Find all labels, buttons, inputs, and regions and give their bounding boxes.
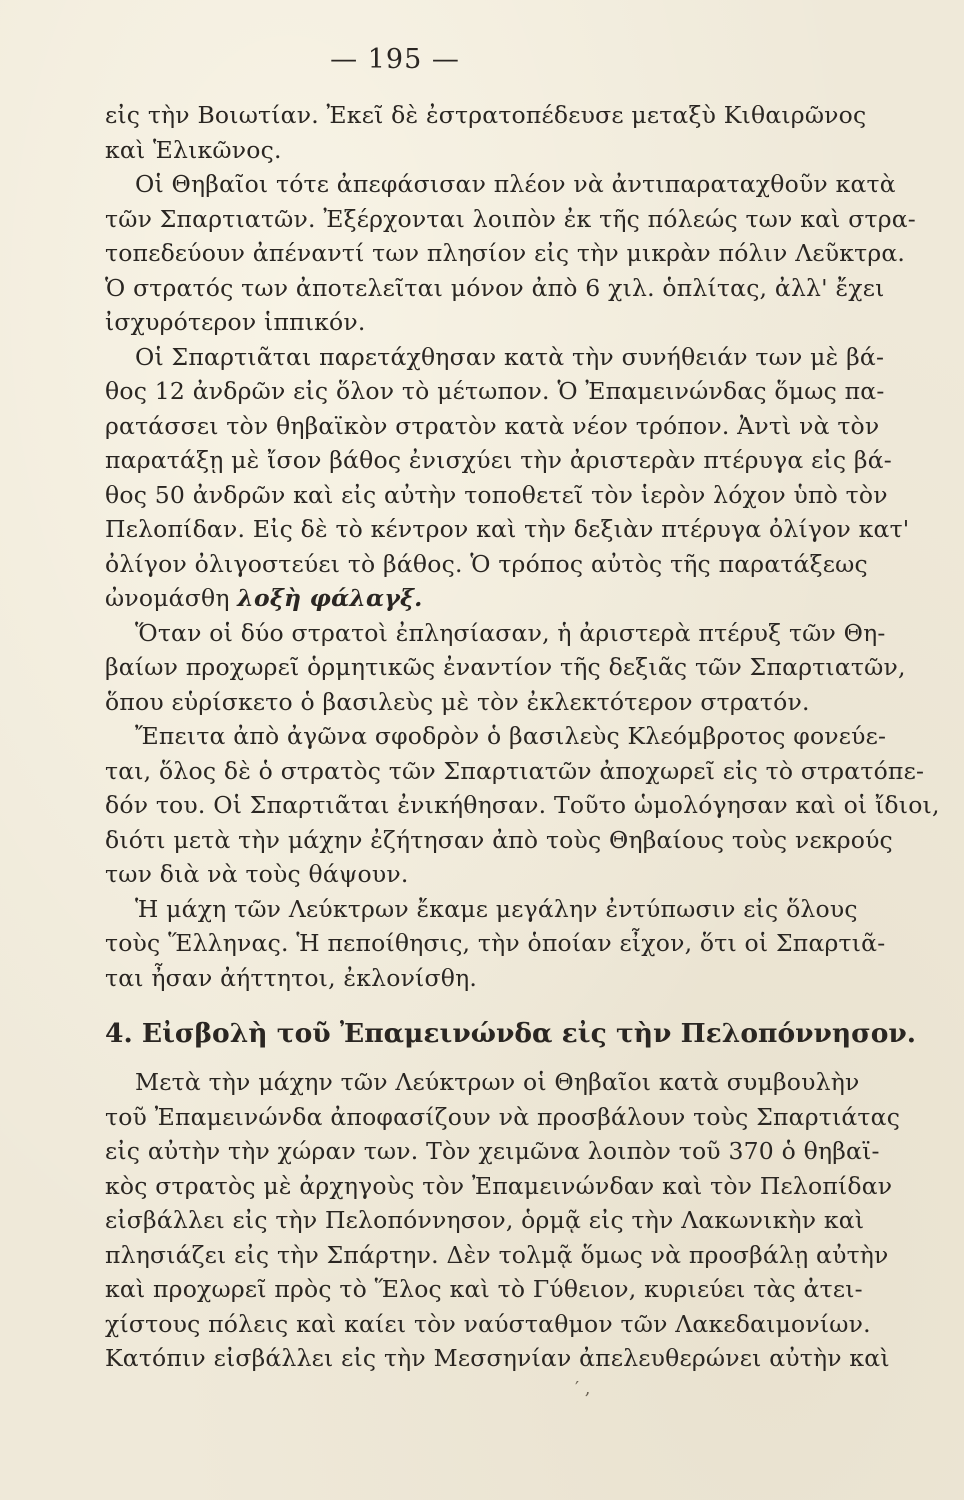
stray-ink-mark: ′ , [575,1378,591,1399]
text-line: Κατόπιν εἰσβάλλει εἰς τὴν Μεσσηνίαν ἀπελευθερώνει αὐτὴν καὶ [105,1344,890,1372]
text-line: πλησιάζει εἰς τὴν Σπάρτην. Δὲν τολμᾷ ὅμως νὰ προσβάλῃ αὐτὴν [105,1240,889,1269]
text-line: Οἱ Θηβαῖοι τότε ἀπεφάσισαν πλέον νὰ ἀντιπαραταχθοῦν κατὰ [135,170,896,198]
text-line: ται ἦσαν ἀήττητοι, ἐκλονίσθη. [105,963,478,992]
text-line: τοπεδεύουν ἀπέναντί των πλησίον εἰς τὴν μικρὰν πόλιν Λεῦκτρα. [105,239,906,267]
section-heading: 4. Εἰσβολὴ τοῦ Ἐπαμεινώνδα εἰς τὴν Πελοπόννησον. [105,1018,916,1049]
text-line: παρατάξῃ μὲ ἴσον βάθος ἐνισχύει τὴν ἀριστερὰν πτέρυγα εἰς βά- [105,446,892,474]
text-line: Ἔπειτα ἀπὸ ἀγῶνα σφοδρὸν ὁ βασιλεὺς Κλεόμβροτος φονεύε- [135,722,887,750]
text-line: καὶ Ἑλικῶνος. [105,135,282,164]
text-line: Ὁ στρατός των ἀποτελεῖται μόνον ἀπὸ 6 χιλ. ὁπλίτας, ἀλλ' ἔχει [105,273,885,302]
text-line: τοῦ Ἐπαμεινώνδα ἀποφασίζουν νὰ προσβάλουν τοὺς Σπαρτιάτας [105,1102,901,1131]
text-line: Ἡ μάχη τῶν Λεύκτρων ἔκαμε μεγάλην ἐντύπωσιν εἰς ὅλους [135,894,858,923]
text-line: τῶν Σπαρτιατῶν. Ἐξέρχονται λοιπὸν ἐκ τῆς πόλεώς των καὶ στρα- [105,204,916,233]
text-line: Πελοπίδαν. Εἰς δὲ τὸ κέντρον καὶ τὴν δεξιὰν πτέρυγα ὀλίγον κατ' [105,515,910,543]
text-line: ἰσχυρότερον ἱππικόν. [105,308,366,336]
text-line: δόν του. Οἱ Σπαρτιᾶται ἐνικήθησαν. Τοῦτο ὡμολόγησαν καὶ οἱ ἴδιοι, [105,791,940,819]
text-line: βαίων προχωρεῖ ὁρμητικῶς ἐναντίον τῆς δεξιᾶς τῶν Σπαρτιατῶν, [105,653,906,681]
text-line: ὀλίγον ὀλιγοστεύει τὸ βάθος. Ὁ τρόπος αὐτὸς τῆς παρατάξεως [105,549,868,578]
text-line: εἰς τὴν Βοιωτίαν. Ἐκεῖ δὲ ἐστρατοπέδευσε μεταξὺ Κιθαιρῶνος [105,101,867,129]
text-line: καὶ προχωρεῖ πρὸς τὸ Ἕλος καὶ τὸ Γύθειον, κυριεύει τὰς ἀτει- [105,1275,863,1303]
text-line: χίστους πόλεις καὶ καίει τὸν ναύσταθμον τῶν Λακεδαιμονίων. [105,1309,871,1338]
text-line: τοὺς Ἕλληνας. Ἡ πεποίθησις, τὴν ὁποίαν εἶχον, ὅτι οἱ Σπαρτιᾶ- [105,929,886,957]
text-line: θος 12 ἀνδρῶν εἰς ὅλον τὸ μέτωπον. Ὁ Ἐπαμεινώνδας ὅμως πα- [105,377,885,405]
text-line: εἰς αὐτὴν τὴν χώραν των. Τὸν χειμῶνα λοιπὸν τοῦ 370 ὁ θηβαϊ- [105,1137,880,1165]
text-line: διότι μετὰ τὴν μάχην ἐζήτησαν ἀπὸ τοὺς Θηβαίους τοὺς νεκρούς [105,825,893,854]
body-text [105,98,940,1376]
text-line: ται, ὅλος δὲ ὁ στρατὸς τῶν Σπαρτιατῶν ἀποχωρεῖ εἰς τὸ στρατόπε- [105,756,925,785]
text-fragment: ὠνομάσθη [105,584,238,612]
text-line: Ὅταν οἱ δύο στρατοὶ ἐπλησίασαν, ἡ ἀριστερὰ πτέρυξ τῶν Θη- [135,618,886,647]
text-line: ὅπου εὑρίσκετο ὁ βασιλεὺς μὲ τὸν ἐκλεκτότερον στρατόν. [105,687,810,716]
page-number: — 195 — [330,44,460,75]
text-line: θος 50 ἀνδρῶν καὶ εἰς αὐτὴν τοποθετεῖ τὸν ἱερὸν λόχον ὑπὸ τὸν [105,480,888,509]
text-line: κὸς στρατὸς μὲ ἀρχηγοὺς τὸν Ἐπαμεινώνδαν καὶ τὸν Πελοπίδαν [105,1171,893,1200]
text-line: των διὰ νὰ τοὺς θάψουν. [105,860,409,888]
emphasized-term: λοξὴ φάλαγξ. [237,584,423,612]
text-line [105,581,825,616]
text-line: εἰσβάλλει εἰς τὴν Πελοπόννησον, ὁρμᾷ εἰς τὴν Λακωνικὴν καὶ [105,1206,865,1234]
text-line: Οἱ Σπαρτιᾶται παρετάχθησαν κατὰ τὴν συνήθειάν των μὲ βά- [135,342,885,371]
text-line: Μετὰ τὴν μάχην τῶν Λεύκτρων οἱ Θηβαῖοι κατὰ συμβουλὴν [135,1068,860,1096]
text-line: ρατάσσει τὸν θηβαϊκὸν στρατὸν κατὰ νέον τρόπον. Ἀντὶ νὰ τὸν [105,411,880,440]
